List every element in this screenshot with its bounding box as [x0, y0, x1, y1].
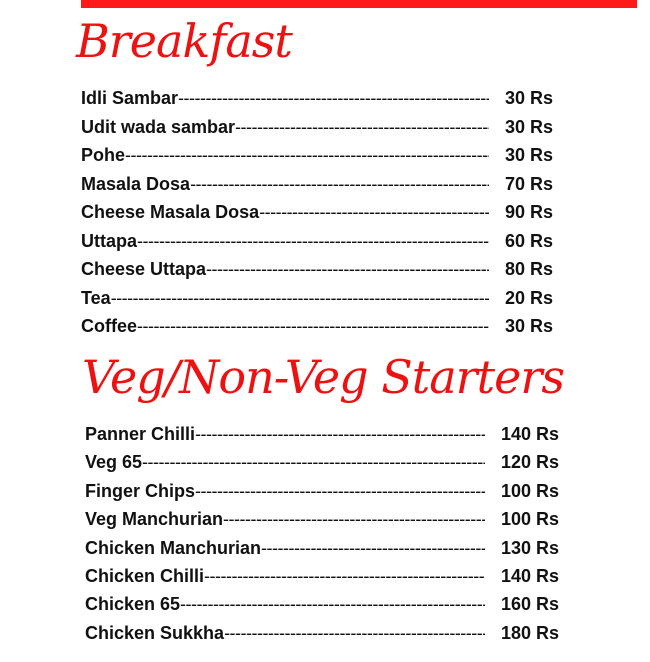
- item-name: Chicken 65: [85, 594, 181, 615]
- item-price: 100 Rs: [500, 509, 559, 530]
- dotted-leader: [125, 145, 489, 166]
- item-price: 60 Rs: [504, 230, 553, 251]
- item-price: 120 Rs: [500, 452, 559, 473]
- dotted-leader: [178, 88, 489, 109]
- dotted-leader: [261, 538, 485, 559]
- dotted-leader: [111, 288, 489, 309]
- item-name: Panner Chilli: [85, 424, 196, 444]
- item-name: Chicken Manchurian: [85, 537, 262, 558]
- item-price: 70 Rs: [504, 173, 553, 194]
- section-title-starters: Veg/Non-Veg Starters: [82, 350, 564, 404]
- item-price: 90 Rs: [504, 202, 553, 222]
- item-price: 20 Rs: [504, 287, 553, 308]
- item-price: 30 Rs: [504, 145, 553, 165]
- item-price: 30 Rs: [504, 88, 553, 108]
- menu-item: [81, 259, 553, 283]
- item-name: Veg 65: [85, 452, 143, 473]
- dotted-leader: [235, 117, 489, 138]
- dotted-leader: [137, 316, 489, 337]
- item-price: 140 Rs: [500, 566, 559, 586]
- dotted-leader: [195, 424, 485, 445]
- menu-item: [81, 145, 553, 169]
- menu-item: [85, 594, 559, 618]
- top-red-bar: [81, 0, 637, 8]
- item-name: Pohe: [81, 145, 126, 165]
- menu-item: [85, 623, 559, 647]
- menu-item: [85, 452, 559, 476]
- menu-item: [85, 538, 559, 562]
- dotted-leader: [180, 594, 485, 615]
- dotted-leader: [206, 259, 489, 280]
- menu-item: [81, 316, 553, 340]
- item-price: 130 Rs: [500, 537, 559, 558]
- item-price: 30 Rs: [504, 316, 553, 336]
- dotted-leader: [223, 509, 485, 530]
- menu-item: [81, 202, 553, 226]
- dotted-leader: [190, 174, 489, 195]
- menu-item: [81, 88, 553, 112]
- dotted-leader: [224, 623, 485, 644]
- menu-item: [85, 509, 559, 533]
- section-title-breakfast: Breakfast: [76, 14, 292, 68]
- item-name: Chicken Chilli: [85, 566, 205, 586]
- item-price: 100 Rs: [500, 480, 559, 501]
- item-name: Coffee: [81, 316, 138, 336]
- menu-item: [85, 481, 559, 505]
- item-price: 80 Rs: [504, 259, 553, 279]
- dotted-leader: [142, 452, 485, 473]
- menu-item: [81, 174, 553, 198]
- item-name: Udit wada sambar: [81, 116, 236, 137]
- item-price: 30 Rs: [504, 116, 553, 137]
- menu-item: [81, 288, 553, 312]
- dotted-leader: [137, 231, 489, 252]
- item-name: Cheese Uttapa: [81, 259, 207, 279]
- item-name: Veg Manchurian: [85, 509, 224, 530]
- item-price: 140 Rs: [500, 424, 559, 444]
- dotted-leader: [195, 481, 485, 502]
- item-name: Finger Chips: [85, 480, 196, 501]
- item-name: Chicken Sukkha: [85, 622, 225, 643]
- item-price: 180 Rs: [500, 622, 559, 643]
- menu-item: [85, 424, 559, 448]
- menu-item: [81, 231, 553, 255]
- item-name: Uttapa: [81, 230, 138, 251]
- item-name: Idli Sambar: [81, 88, 179, 108]
- menu-item: [85, 566, 559, 590]
- dotted-leader: [259, 202, 489, 223]
- item-price: 160 Rs: [500, 594, 559, 615]
- dotted-leader: [204, 566, 485, 587]
- item-name: Cheese Masala Dosa: [81, 202, 260, 222]
- item-name: Tea: [81, 287, 111, 308]
- menu-item: [81, 117, 553, 141]
- item-name: Masala Dosa: [81, 173, 191, 194]
